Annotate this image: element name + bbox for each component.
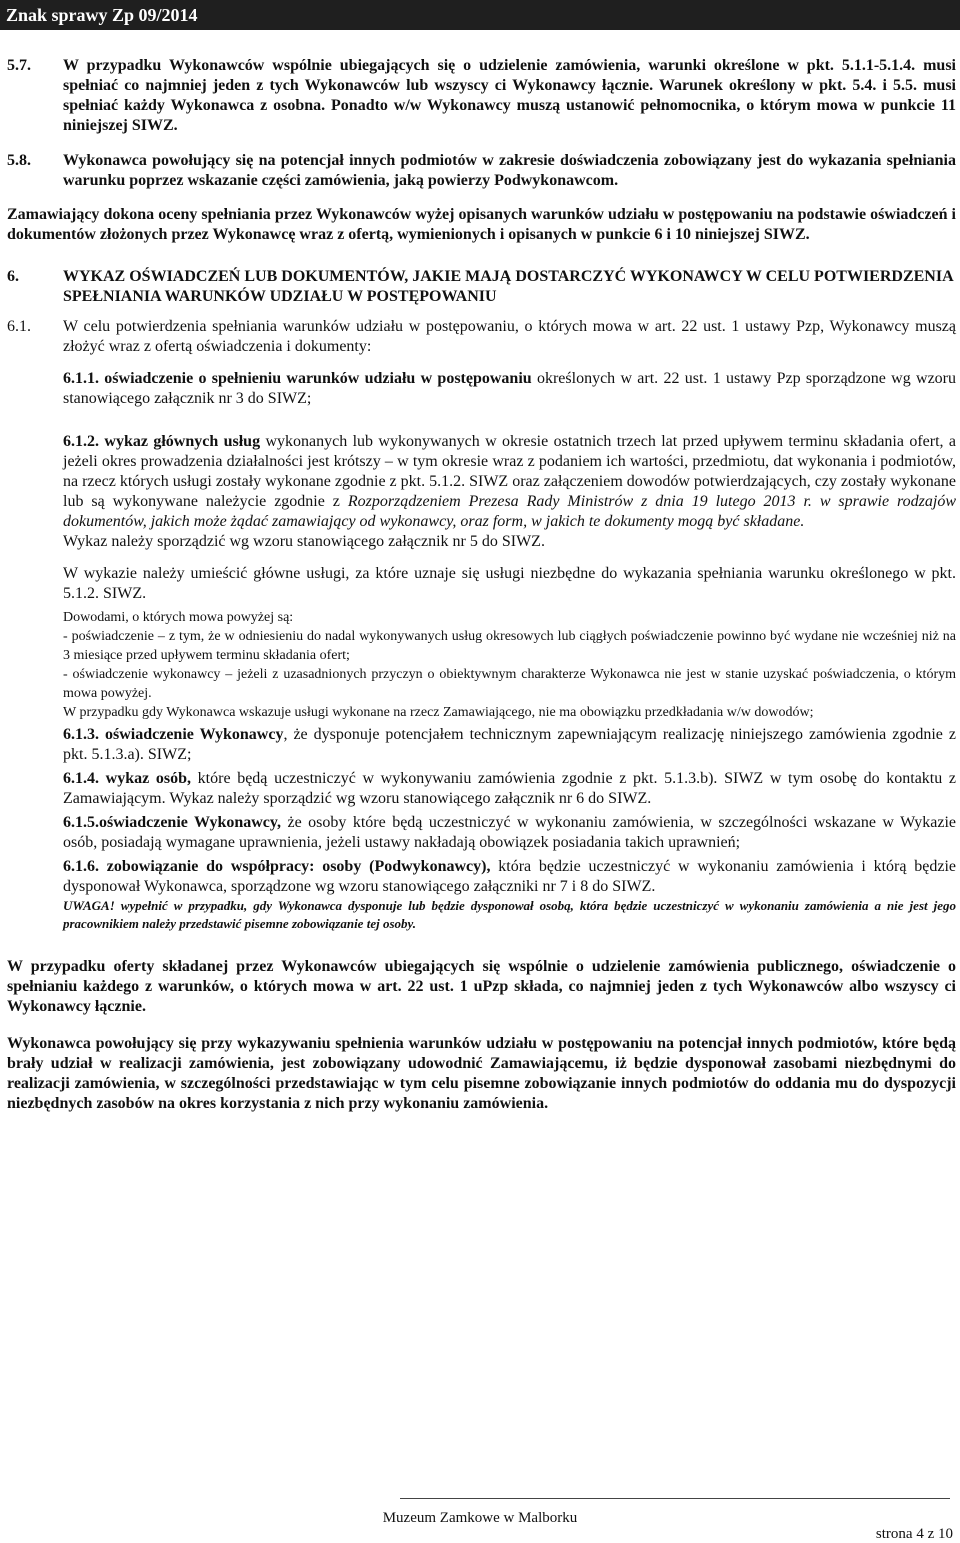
section-5-8 <box>7 151 956 191</box>
item-heading: wykaz głównych usług <box>104 433 261 450</box>
section-title: WYKAZ OŚWIADCZEŃ LUB DOKUMENTÓW, JAKIE MAJĄ DOSTARCZYĆ WYKONAWCY W CELU POTWIERDZENIA SPEŁNIANIA WARUNKÓW UDZIAŁU W POSTĘPOWANIU <box>63 268 953 305</box>
section-number: 5.8. <box>7 152 31 169</box>
item-number: 6.1.4. <box>63 770 99 787</box>
section-5-7 <box>7 56 956 136</box>
item-text: że osoby które będą uczestniczyć w wykonaniu zamówienia, w szczególności wskazane w Wykazie osób, posiadają wymagane uprawnienia, jeżeli ustawy nakładają obowiązek posiadania takich uprawnień; <box>63 814 957 851</box>
item-number: 6.1.5. <box>63 814 99 831</box>
wykaz-note: Wykaz należy sporządzić wg wzoru stanowiącego załącznik nr 5 do SIWZ. <box>63 533 545 550</box>
paragraph-zamawiajacy: Zamawiający dokona oceny spełniania przez Wykonawców wyżej opisanych warunków udziału w postępowaniu na podstawie oświadczeń i dokumentów złożonych przez Wykonawcę wraz z ofertą, wymienionych i opisanych w punkcie 6 i 10 niniejszej SIWZ. <box>7 206 956 243</box>
item-heading: oświadczenie Wykonawcy, <box>99 814 282 831</box>
dowody-block <box>63 608 956 722</box>
item-heading: zobowiązanie do współpracy: osoby (Podwykonawcy), <box>106 858 491 875</box>
uwaga-text: wypełnić w przypadku, gdy Wykonawca dysponuje lub będzie dysponował osobą, która będzie uczestniczyć w wykonaniu zamówienia a nie jest jego pracownikiem należy przedstawić pisemne zobowiązanie tej osoby. <box>63 898 956 931</box>
uwaga-note <box>63 897 956 933</box>
section-number: 6. <box>7 268 19 285</box>
uwaga-label: UWAGA! <box>63 898 115 913</box>
section-6-1-5 <box>63 813 956 853</box>
regulation-reference: Rozporządzeniem Prezesa Rady Ministrów z dnia 19 lutego 2013 r. w sprawie rodzajów dokumentów, jakich może żądać zamawiający od wykonawcy, oraz form, w jakich te dokumenty mogą być składane. <box>63 493 957 530</box>
section-6-1 <box>7 317 956 357</box>
item-number: 6.1.6. <box>63 858 99 875</box>
item-number: 6.1.1. <box>63 370 99 387</box>
section-6-1-4 <box>63 769 956 809</box>
footer-institution: Muzeum Zamkowe w Malborku <box>382 1510 578 1526</box>
item-text: określonych w art. 22 ust. 1 ustawy Pzp sporządzone wg wzoru stanowiącego załącznik nr 3 do SIWZ; <box>63 370 956 407</box>
item-heading: oświadczenie o spełnieniu warunków udziału w postępowaniu <box>104 370 532 387</box>
section-6-heading <box>7 267 956 307</box>
section-number: 5.7. <box>7 57 31 74</box>
item-number: 6.1.3. <box>63 726 99 743</box>
item-text: wykonanych lub wykonywanych w okresie ostatnich trzech lat przed upływem terminu składania ofert, a jeżeli okres prowadzenia działalności jest krótszy – w tym okresie wraz z podaniem ich wartości, przedmiotu, dat wykonania i podmiotów, na rzecz których usługi zostały wykonane zgodnie z pkt. 5.1.2. SIWZ oraz załączeniem dowodów potwierdzających, czy zostały wykonane lub są wykonywane należycie zgodnie z <box>63 433 957 510</box>
page-number: strona 4 z 10 <box>875 1526 953 1542</box>
item-number: 6.1.2. <box>63 433 99 450</box>
section-text: W celu potwierdzenia spełniania warunków udziału w postępowaniu, o których mowa w art. 22 ust. 1 ustawy Pzp, Wykonawcy muszą złożyć wraz z ofertą oświadczenia i dokumenty: <box>63 318 956 355</box>
dowody-item: - poświadczenie – z tym, że w odniesieniu do nadal wykonywanych usług okresowych lub ciągłych poświadczenie powinno być wydane nie wcześniej niż na 3 miesiące przed upływem terminu składania ofert; <box>63 629 956 663</box>
section-6-1-3 <box>63 725 956 765</box>
dowody-intro: Dowodami, o których mowa powyżej są: <box>63 610 294 625</box>
item-heading: oświadczenie Wykonawcy <box>105 726 284 743</box>
dowody-item: - oświadczenie wykonawcy – jeżeli z uzasadnionych przyczyn o obiektywnym charakterze Wykonawca nie jest w stanie uzyskać poświadczenia, o którym mowa powyżej. <box>63 667 956 701</box>
section-6-1-6 <box>63 857 956 897</box>
section-text: Wykonawca powołujący się na potencjał innych podmiotów w zakresie doświadczenia zobowiązany jest do wykazania spełniania warunku poprzez wskazanie części zamówienia, jaką powierzy Podwykonawcom. <box>63 152 956 189</box>
section-text: W przypadku Wykonawców wspólnie ubiegających się o udzielenie zamówienia, warunki określone w pkt. 5.1.1-5.1.4. musi spełniać co najmniej jeden z tych Wykonawców lub wszyscy ci Wykonawcy łącznie. Warunek określony w pkt. 5.4. i 5.5. musi spełniać każdy Wykonawca z osobna. Ponadto w/w Wykonawcy muszą ustanowić pełnomocnika, o którym mowa w punkcie 11 niniejszej SIWZ. <box>63 57 956 134</box>
dowody-item: W przypadku gdy Wykonawca wskazuje usługi wykonane na rzecz Zamawiającego, nie ma obowiązku przedkładania w/w dowodów; <box>63 705 814 720</box>
paragraph-oferty: W przypadku oferty składanej przez Wykonawców ubiegających się wspólnie o udzielenie zamówienia publicznego, oświadczenie o spełnianiu każdego z warunków, o których mowa w art. 22 ust. 1 uPzp składa, co najmniej jeden z tych Wykonawców albo wszyscy ci Wykonawcy łącznie. <box>7 958 956 1015</box>
item-text: które będą uczestniczyć w wykonywaniu zamówienia zgodnie z pkt. 5.1.3.b). SIWZ w tym osobę do kontaktu z Zamawiającym. Wykaz należy sporządzić wg wzoru stanowiącego załącznik nr 6 do SIWZ. <box>63 770 957 807</box>
document-body <box>7 56 956 1114</box>
section-6-1-1 <box>63 369 956 409</box>
item-text: która będzie uczestniczyć w wykonaniu zamówienia i którą będzie dysponował Wykonawca, sporządzone wg wzoru stanowiącego załączniki nr 7 i 8 do SIWZ. <box>63 858 956 895</box>
section-number: 6.1. <box>7 318 31 335</box>
footer-divider <box>400 1498 950 1499</box>
paragraph-wykonawca: Wykonawca powołujący się przy wykazywaniu spełnienia warunków udziału w postępowaniu na potencjał innych podmiotów, które będą brały udział w realizacji zamówienia, jest zobowiązany udowodnić Zamawiającemu, iż będzie dysponował zasobami niezbędnymi do realizacji zamówienia, w szczególności przedstawiając w tym celu pisemne zobowiązanie innych podmiotów do oddania mu do dyspozycji niezbędnych zasobów na okres korzystania z nich przy wykonaniu zamówienia. <box>7 1035 956 1112</box>
case-number-header: Znak sprawy Zp 09/2014 <box>0 0 960 30</box>
item-text: , że dysponuje potencjałem technicznym zapewniającym realizację niniejszego zamówienia zgodnie z pkt. 5.1.3.a). SIWZ; <box>63 726 957 763</box>
section-6-1-2 <box>63 432 956 532</box>
item-heading: wykaz osób, <box>105 770 192 787</box>
paragraph-wykazie: W wykazie należy umieścić główne usługi, za które uznaje się usługi niezbędne do wykazania spełniania warunku określonego w pkt. 5.1.2. SIWZ. <box>63 565 956 602</box>
